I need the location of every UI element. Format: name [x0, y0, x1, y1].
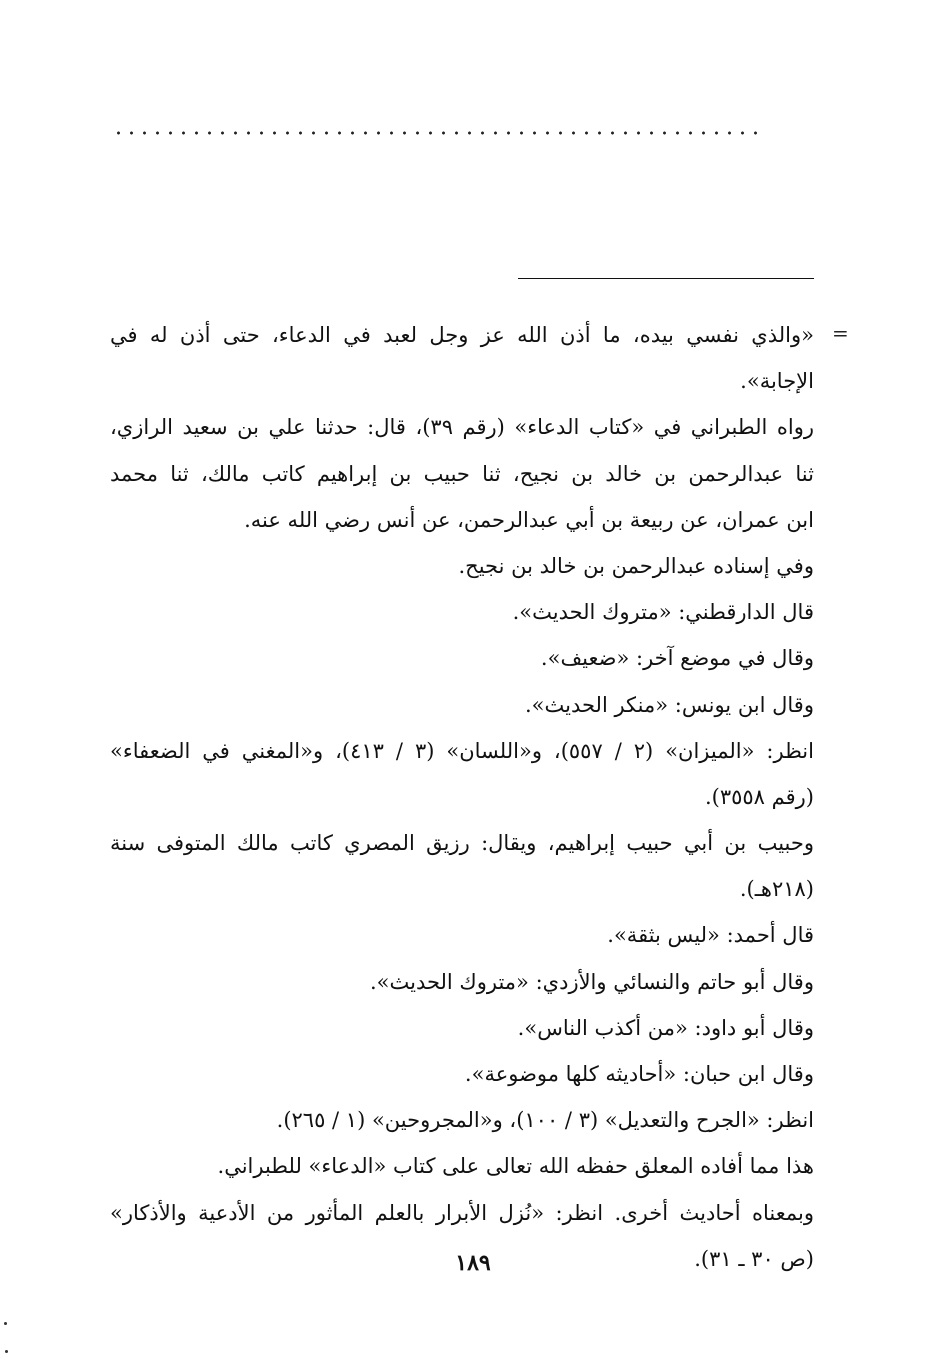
footnote-line: رواه الطبراني في «كتاب الدعاء» (رقم ٣٩)، قال: حدثنا علي بن سعيد الرازي،	[110, 415, 814, 440]
footnote-line: ابن عمران، عن ربيعة بن أبي عبدالرحمن، عن أنس رضي الله عنه.	[244, 507, 814, 532]
footnote-line: «والذي نفسي بيده، ما أذن الله عز وجل لعبد في الدعاء، حتى أذن له في	[110, 323, 814, 347]
page-number: ١٨٩	[455, 1250, 491, 1276]
footnote-line: هذا مما أفاده المعلق حفظه الله تعالى على كتاب «الدعاء» للطبراني.	[217, 1154, 814, 1179]
footnote-line: ثنا عبدالرحمن بن خالد بن نجيح، ثنا حبيب بن إبراهيم كاتب مالك، ثنا محمد	[110, 461, 814, 486]
footnote-rule	[518, 278, 814, 279]
footnote-line: وفي إسناده عبدالرحمن بن خالد بن نجيح.	[458, 553, 814, 578]
footnote-line: الإجابة».	[740, 369, 814, 394]
footnote-line: انظر: «الميزان» (٢ / ٥٥٧)، و«اللسان» (٣ / ٤١٣)، و«المغني في الضعفاء»	[110, 738, 814, 763]
footnote-line: قال الدارقطني: «متروك الحديث».	[512, 600, 814, 625]
footnote-line: وقال أبو حاتم والنسائي والأزدي: «متروك الحديث».	[369, 969, 814, 994]
footnote-block	[110, 312, 814, 1282]
footnote-line: وقال ابن حبان: «أحاديثه كلها موضوعة».	[464, 1062, 814, 1086]
footnote-line: قال أحمد: «ليس بثقة».	[607, 923, 814, 948]
scan-speck	[5, 1350, 8, 1353]
footnote-line: وقال في موضع آخر: «ضعيف».	[540, 646, 814, 671]
footnote-line: وبمعناه أحاديث أخرى. انظر: «نُزل الأبرار بالعلم المأثور من الأدعية والأذكار»	[110, 1200, 814, 1225]
dotted-separator	[112, 126, 762, 140]
footnote-line: انظر: «الجرح والتعديل» (٣ / ١٠٠)، و«المجروحين» (١ / ٢٦٥).	[276, 1108, 814, 1133]
footnote-line: (٢١٨هـ).	[739, 877, 814, 902]
footnote-line: (رقم ٣٥٥٨).	[704, 784, 814, 809]
footnote-line: (ص ٣٠ ـ ٣١).	[694, 1246, 814, 1271]
scan-speck	[4, 1322, 7, 1325]
footnote-line: وحبيب بن أبي حبيب إبراهيم، ويقال: رزيق المصري كاتب مالك المتوفى سنة	[110, 831, 814, 856]
footnote-continuation-mark: =	[832, 321, 849, 345]
footnote-line: وقال أبو داود: «من أكذب الناس».	[517, 1015, 814, 1040]
footnote-line: وقال ابن يونس: «منكر الحديث».	[524, 692, 814, 717]
